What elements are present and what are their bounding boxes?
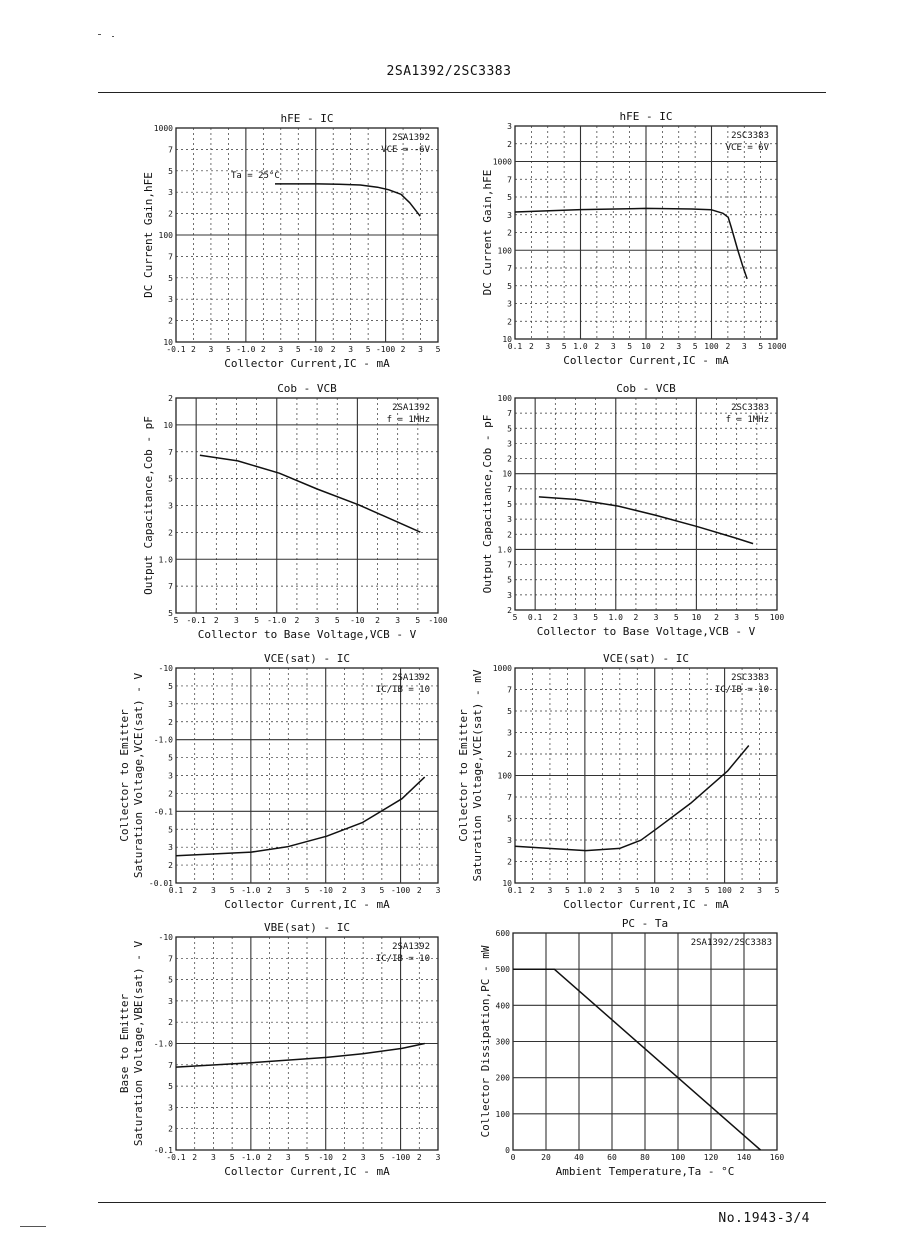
y-tick-label: 100 [497, 394, 512, 403]
y-axis-label: Collector to Emitter [457, 709, 470, 842]
chart-title: Cob - VCB [277, 382, 337, 395]
x-tick-label: -1.0 [241, 886, 261, 895]
y-tick-label: 3 [507, 210, 512, 220]
y-tick-label: 5 [507, 193, 512, 202]
chart-c7 [118, 921, 441, 1178]
x-tick-label: 3 [573, 613, 578, 622]
chart-title: VCE(sat) - IC [602, 652, 690, 665]
x-tick-label: 20 [541, 1153, 551, 1162]
x-tick-label: 3 [360, 886, 366, 895]
x-tick-label: 3 [211, 1153, 216, 1162]
chart-c8 [479, 917, 784, 1178]
x-tick-label: 3 [741, 342, 747, 351]
chart-title: hFE - IC [619, 110, 673, 123]
y-tick-label: 7 [168, 145, 173, 155]
x-tick-label: 2 [375, 616, 380, 625]
x-tick-label: 3 [547, 886, 553, 895]
x-tick-label: 2 [594, 342, 600, 351]
x-tick-label: 0 [510, 1153, 516, 1162]
x-tick-label: 2 [552, 613, 558, 622]
x-tick-label: 3 [208, 345, 214, 354]
x-tick-label: -10 [318, 1153, 333, 1162]
x-tick-label: -100 [390, 886, 411, 895]
y-tick-label: 2 [168, 717, 173, 727]
y-tick-label: 5 [168, 975, 173, 985]
x-tick-label: 80 [640, 1153, 650, 1162]
x-axis-label: Collector Current,IC - mA [224, 898, 390, 911]
y-axis-label: Output Capacitance,Cob - pF [142, 416, 155, 595]
x-tick-label: 120 [703, 1153, 719, 1162]
x-tick-label: -1.0 [267, 616, 287, 625]
y-tick-label: 3 [168, 501, 173, 511]
chart-c4 [481, 382, 784, 638]
x-tick-label: -10 [350, 616, 365, 625]
y-tick-label: 3 [168, 996, 173, 1006]
y-tick-label: 2 [507, 606, 512, 615]
y-tick-label: 5 [168, 1082, 173, 1092]
y-tick-label: 10 [163, 420, 173, 430]
footer-doc-number: No.1943-3/4 [718, 1211, 810, 1226]
y-tick-label: 100 [497, 246, 512, 256]
x-tick-label: 5 [379, 886, 385, 895]
x-tick-label: 2 [599, 886, 605, 895]
y-tick-label: 0 [505, 1146, 510, 1155]
y-tick-label: 5 [507, 424, 512, 434]
x-tick-label: 3 [285, 886, 291, 895]
chart-title: Cob - VCB [616, 382, 676, 395]
y-tick-label: 5 [507, 575, 512, 585]
x-tick-label: -0.1 [186, 616, 206, 625]
x-tick-label: 1.0 [608, 613, 623, 622]
y-tick-label: 5 [168, 273, 173, 283]
y-tick-label: 2 [168, 528, 173, 538]
y-tick-label: 7 [168, 582, 173, 592]
x-tick-label: 1.0 [577, 886, 593, 895]
x-tick-label: 2 [267, 1153, 272, 1162]
y-tick-label: 3 [168, 1103, 173, 1113]
y-tick-label: 10 [163, 338, 173, 347]
y-tick-label: 3 [507, 590, 512, 600]
y-tick-label: 2 [168, 209, 173, 219]
x-tick-label: 1.0 [573, 342, 588, 351]
device-label: 2SA1392 [392, 673, 430, 683]
x-tick-label: 3 [395, 616, 401, 625]
y-tick-label: 7 [168, 447, 173, 457]
condition-label: IC/IB = 10 [714, 685, 769, 695]
x-tick-label: 10 [649, 886, 660, 895]
y-tick-label: 2 [168, 316, 173, 326]
x-tick-label: -1.0 [236, 345, 256, 354]
y-tick-label: 7 [168, 954, 173, 964]
x-tick-label: 0.1 [507, 886, 523, 895]
y-tick-label: 5 [507, 281, 512, 291]
y-tick-label: 5 [168, 474, 173, 484]
x-axis-label: Collector Current,IC - mA [563, 898, 729, 911]
y-tick-label: -1.0 [153, 1039, 173, 1049]
x-tick-label: 5 [673, 613, 679, 622]
x-tick-label: 5 [304, 1153, 310, 1162]
y-tick-label: 3 [507, 439, 512, 449]
x-tick-label: 2 [342, 886, 347, 895]
y-tick-label: 10 [502, 879, 512, 888]
device-label: 2SC3383 [731, 131, 769, 141]
device-label: 2SC3383 [731, 673, 769, 683]
x-tick-label: 3 [757, 886, 762, 895]
chart-c3 [142, 382, 448, 641]
y-tick-label: 7 [507, 484, 512, 494]
x-tick-label: 5 [561, 342, 567, 351]
y-axis-label: Base to Emitter [118, 993, 131, 1094]
x-tick-label: 1000 [767, 342, 787, 351]
y-tick-label: 2 [507, 317, 512, 327]
x-tick-label: 2 [633, 613, 639, 622]
y-tick-label: 3 [168, 843, 173, 853]
x-tick-label: 2 [400, 345, 406, 354]
y-axis-label: DC Current Gain,hFE [481, 169, 494, 296]
y-tick-label: 3 [507, 836, 512, 845]
x-tick-label: 2 [294, 616, 300, 625]
x-tick-label: 5 [173, 616, 179, 625]
x-tick-label: 2 [528, 342, 534, 351]
x-tick-label: 3 [545, 342, 551, 351]
x-tick-label: 2 [739, 886, 745, 895]
y-tick-label: 2 [507, 530, 512, 540]
x-tick-label: 5 [379, 1153, 385, 1162]
x-tick-label: 5 [692, 342, 698, 351]
x-tick-label: 3 [234, 616, 239, 625]
y-tick-label: 2 [507, 454, 512, 464]
x-tick-label: -10 [308, 345, 323, 354]
x-tick-label: 5 [254, 616, 260, 625]
x-tick-label: 5 [512, 613, 518, 622]
y-tick-label: 1000 [492, 157, 512, 167]
y-axis-label: Collector Dissipation,PC - mW [479, 945, 492, 1138]
x-tick-label: 60 [607, 1153, 617, 1162]
x-tick-label: 2 [416, 886, 422, 895]
x-tick-label: 5 [774, 886, 780, 895]
device-label: 2SA1392/2SC3383 [690, 938, 772, 948]
chart-c2 [481, 110, 787, 367]
x-tick-label: 5 [435, 345, 441, 354]
y-axis-label: Saturation Voltage,VBE(sat) - V [132, 940, 145, 1147]
device-label: 2SC3383 [731, 403, 769, 413]
y-axis-label: Saturation Voltage,VCE(sat) - V [132, 672, 145, 879]
y-tick-label: 7 [507, 264, 512, 273]
x-axis-label: Collector to Base Voltage,VCB - V [197, 628, 417, 641]
x-tick-label: 3 [687, 886, 693, 895]
x-tick-label: 2 [267, 886, 272, 895]
x-tick-label: 3 [360, 1153, 366, 1162]
y-axis-label: Output Capacitance,Cob - pF [481, 414, 494, 594]
x-tick-label: 5 [295, 345, 301, 354]
y-tick-label: 5 [507, 814, 512, 824]
chart-title: PC - Ta [621, 917, 669, 930]
y-tick-label: 3 [168, 699, 173, 709]
x-tick-label: -1.0 [241, 1153, 261, 1162]
x-tick-label: -100 [375, 345, 396, 354]
y-tick-label: -0.01 [148, 879, 173, 888]
x-tick-label: 5 [229, 886, 235, 895]
x-tick-label: 0.1 [507, 342, 523, 351]
y-tick-label: 3 [507, 728, 512, 738]
y-tick-label: 2 [507, 139, 512, 149]
x-tick-label: 2 [213, 616, 219, 625]
y-tick-label: 7 [507, 793, 512, 802]
x-tick-label: 5 [704, 886, 710, 895]
y-tick-label: -10 [158, 664, 173, 673]
condition-label: IC/IB = 10 [375, 685, 430, 695]
x-tick-label: 2 [192, 886, 198, 895]
y-tick-label: 2 [507, 857, 512, 867]
x-tick-label: -10 [318, 886, 333, 895]
y-tick-label: 2 [507, 228, 512, 238]
x-tick-label: 3 [676, 342, 682, 351]
x-tick-label: 5 [627, 342, 633, 351]
y-tick-label: 1000 [492, 664, 512, 673]
x-tick-label: 2 [416, 1153, 422, 1162]
x-tick-label: 5 [754, 613, 760, 622]
x-tick-label: 2 [659, 342, 665, 351]
chart-title: VCE(sat) - IC [263, 652, 351, 665]
y-tick-label: 3 [507, 515, 512, 525]
condition-label: IC/IB = 10 [375, 954, 430, 964]
chart-title: hFE - IC [280, 112, 334, 125]
x-axis-label: Ambient Temperature,Ta - °C [555, 1165, 735, 1178]
x-axis-label: Collector to Base Voltage,VCB - V [536, 625, 756, 638]
y-tick-label: 100 [158, 231, 173, 240]
y-tick-label: 3 [507, 299, 512, 309]
y-tick-label: -0.1 [153, 807, 173, 817]
y-tick-label: 100 [497, 771, 512, 781]
condition-label: f = 1MHz [725, 415, 769, 425]
x-tick-label: -0.1 [166, 1153, 186, 1162]
x-tick-label: 100 [704, 342, 719, 351]
y-tick-label: 7 [507, 175, 512, 185]
x-tick-label: 2 [191, 345, 196, 354]
y-tick-label: 1000 [153, 124, 173, 133]
y-tick-label: 3 [168, 295, 173, 305]
x-tick-label: 3 [734, 613, 740, 622]
y-tick-label: 2 [168, 1124, 173, 1134]
y-axis-label: Saturation Voltage,VCE(sat) - mV [471, 669, 484, 882]
device-label: 2SA1392 [392, 403, 430, 413]
x-tick-label: 2 [530, 886, 535, 895]
y-tick-label: 2 [168, 1018, 173, 1028]
y-tick-label: 5 [168, 825, 173, 835]
y-tick-label: 7 [507, 560, 512, 570]
x-tick-label: 5 [304, 886, 310, 895]
x-tick-label: 5 [593, 613, 599, 622]
x-tick-label: 160 [769, 1153, 785, 1162]
series-line [513, 969, 761, 1150]
x-tick-label: -100 [390, 1153, 411, 1162]
y-tick-label: 5 [168, 609, 173, 618]
x-tick-label: 3 [435, 886, 441, 895]
y-tick-label: -1.0 [153, 735, 173, 745]
chart-title: VBE(sat) - IC [263, 921, 351, 934]
y-tick-label: 3 [507, 122, 512, 131]
x-tick-label: 2 [725, 342, 731, 351]
y-tick-label: 3 [168, 188, 173, 198]
x-tick-label: 0.1 [168, 886, 184, 895]
x-tick-label: 10 [641, 342, 651, 351]
y-tick-label: 100 [495, 1109, 510, 1119]
x-tick-label: 3 [617, 886, 623, 895]
x-tick-label: 100 [769, 613, 785, 622]
y-axis-label: DC Current Gain,hFE [142, 172, 155, 298]
x-tick-label: 2 [260, 345, 266, 354]
x-tick-label: 2 [192, 1153, 198, 1162]
y-tick-label: 1.0 [158, 555, 173, 565]
x-tick-label: 3 [211, 886, 216, 895]
x-tick-label: 140 [736, 1153, 752, 1162]
condition-label: f = 1MHz [386, 415, 430, 425]
y-tick-label: 7 [168, 252, 173, 262]
chart-c5 [118, 652, 441, 911]
x-tick-label: 2 [714, 613, 719, 622]
y-tick-label: 5 [507, 707, 512, 716]
x-tick-label: 3 [314, 616, 320, 625]
x-tick-label: 3 [285, 1153, 291, 1162]
y-tick-label: -10 [158, 933, 173, 942]
x-axis-label: Collector Current,IC - mA [563, 354, 729, 367]
x-tick-label: 2 [342, 1153, 347, 1162]
x-axis-label: Collector Current,IC - mA [224, 1165, 390, 1178]
y-tick-label: 2 [168, 861, 173, 871]
y-tick-label: 7 [168, 1060, 173, 1070]
x-tick-label: 3 [435, 1153, 441, 1162]
x-tick-label: 3 [348, 345, 354, 354]
device-label: 2SA1392 [392, 942, 430, 952]
y-tick-label: 5 [168, 166, 173, 176]
x-tick-label: 3 [653, 613, 659, 622]
x-tick-label: 5 [365, 345, 371, 354]
x-tick-label: 100 [670, 1153, 686, 1162]
x-tick-label: 0.1 [527, 613, 543, 622]
y-tick-label: 200 [495, 1073, 510, 1083]
x-tick-label: 2 [669, 886, 675, 895]
page-header-title: 2SA1392/2SC3383 [386, 64, 512, 79]
chart-c1 [142, 112, 441, 370]
condition-label: VCE = -6V [381, 145, 430, 155]
x-tick-label: 5 [229, 1153, 235, 1162]
y-tick-label: 600 [495, 929, 510, 938]
x-tick-label: 100 [717, 886, 732, 895]
y-tick-label: 2 [168, 394, 173, 403]
x-tick-label: 5 [334, 616, 340, 625]
x-tick-label: 3 [278, 345, 284, 354]
y-tick-label: -0.1 [153, 1146, 173, 1155]
y-tick-label: 500 [495, 965, 510, 975]
y-tick-label: 5 [168, 681, 173, 691]
series-line [275, 184, 420, 216]
x-tick-label: 5 [415, 616, 421, 625]
y-tick-label: 10 [502, 469, 512, 479]
y-tick-label: 2 [168, 789, 173, 799]
x-tick-label: 10 [691, 613, 702, 622]
x-tick-label: 5 [564, 886, 570, 895]
chart-c6 [457, 652, 780, 911]
x-tick-label: 2 [330, 345, 336, 354]
y-tick-label: 300 [495, 1037, 510, 1047]
x-axis-label: Collector Current,IC - mA [224, 357, 390, 370]
x-tick-label: 5 [634, 886, 640, 895]
series-line [200, 455, 421, 532]
x-tick-label: 40 [574, 1153, 584, 1162]
x-tick-label: 3 [418, 345, 423, 354]
y-tick-label: 10 [502, 335, 512, 344]
y-tick-label: 7 [507, 409, 512, 419]
x-tick-label: -100 [428, 616, 448, 625]
annotation-label: Ta = 25°C [231, 171, 280, 181]
device-label: 2SA1392 [392, 133, 430, 143]
y-tick-label: 3 [168, 771, 173, 781]
y-axis-label: Collector to Emitter [118, 709, 131, 842]
x-tick-label: 3 [610, 342, 616, 351]
y-tick-label: 7 [507, 685, 512, 695]
y-tick-label: 2 [507, 750, 512, 759]
x-tick-label: 5 [758, 342, 764, 351]
y-tick-label: 5 [507, 500, 512, 509]
x-tick-label: -0.1 [166, 345, 186, 354]
x-tick-label: 5 [225, 345, 231, 354]
y-tick-label: 400 [495, 1001, 510, 1011]
y-tick-label: 1.0 [497, 545, 512, 555]
y-tick-label: 5 [168, 753, 173, 763]
condition-label: VCE = 6V [725, 143, 769, 153]
